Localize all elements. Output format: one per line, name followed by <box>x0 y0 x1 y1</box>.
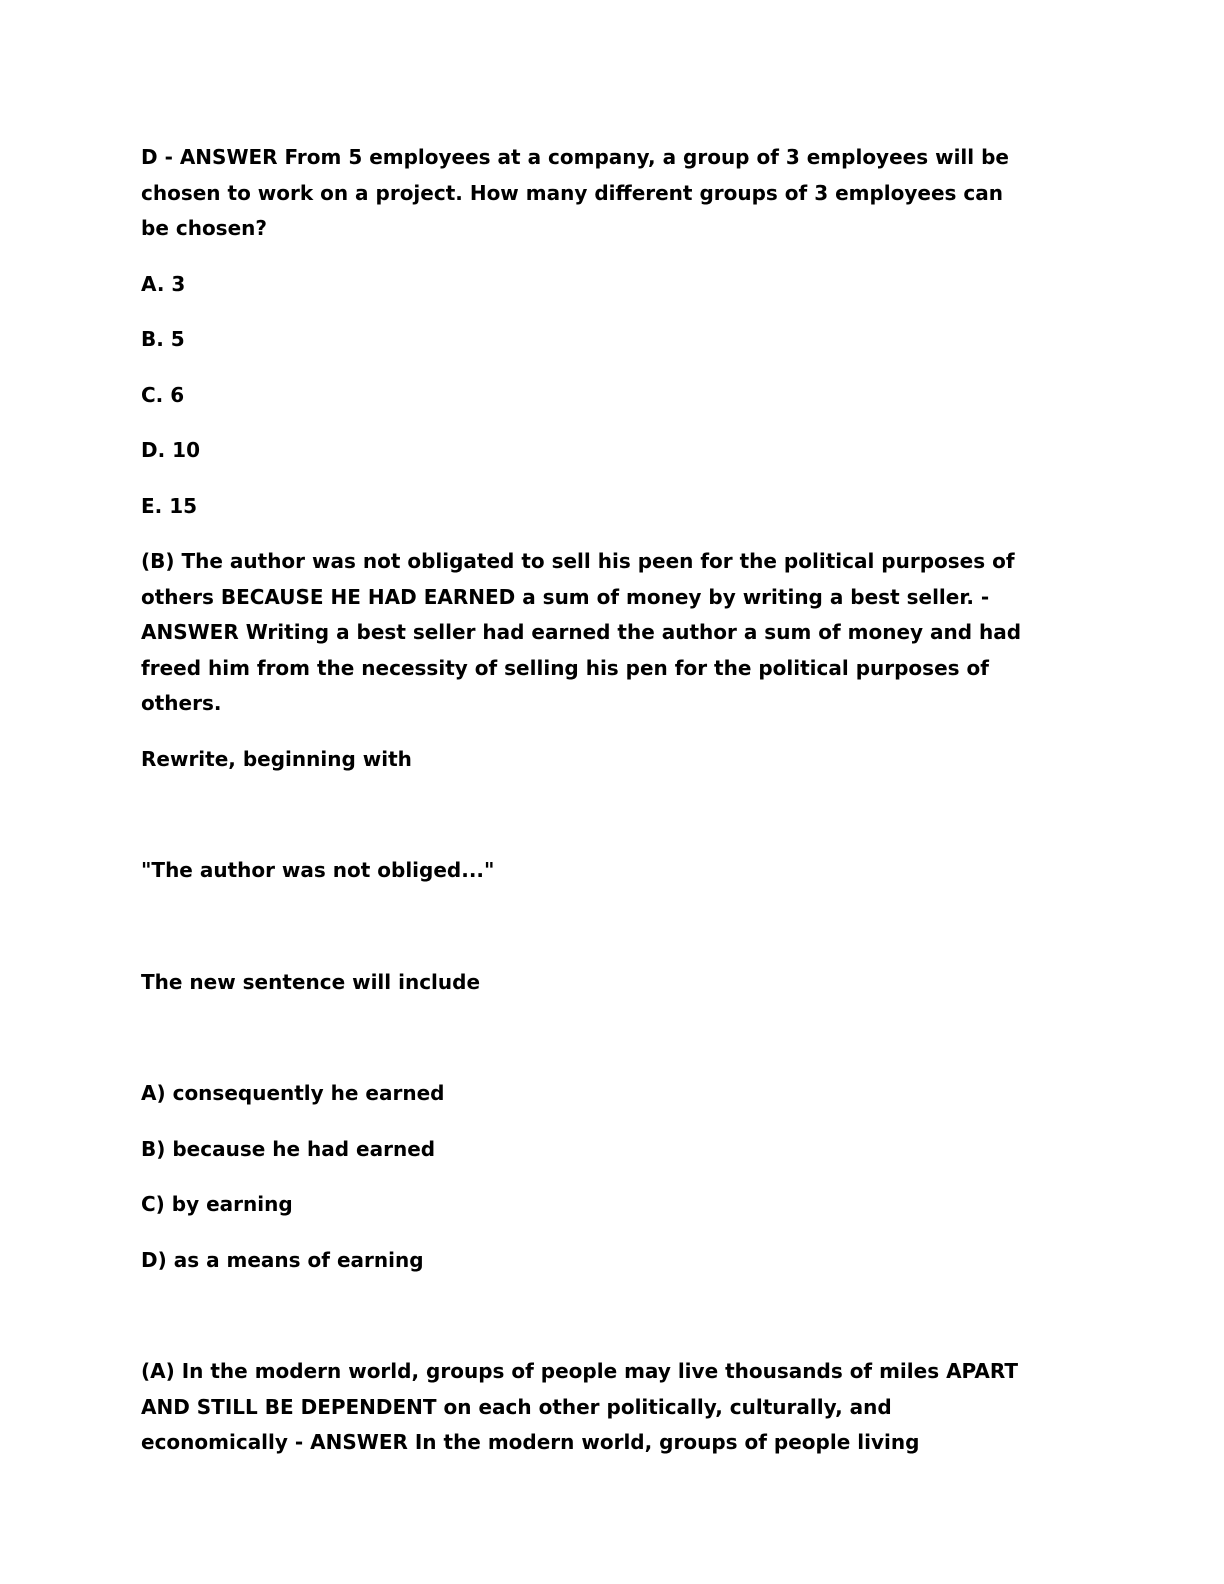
choice-d: D) as a means of earning <box>141 1247 424 1272</box>
spacer <box>141 909 1076 965</box>
text-line: AND STILL BE DEPENDENT on each other politically, culturally, and <box>141 1394 892 1419</box>
text-line: D - ANSWER From 5 employees at a company, a group of 3 employees will be <box>141 145 1009 169</box>
option-b: B. 5 <box>141 327 185 351</box>
text-line: (B) The author was not obligated to sell his peen for the political purposes of <box>141 549 1015 573</box>
start-phrase: "The author was not obliged..." <box>141 858 495 882</box>
include-instruction: The new sentence will include <box>141 969 481 994</box>
question-1-text <box>141 140 1076 247</box>
choice-a: A) consequently he earned <box>141 1081 445 1105</box>
text-line: ANSWER Writing a best seller had earned the author a sum of money and had <box>141 620 1022 644</box>
text-line: economically - ANSWER In the modern world, groups of people living <box>141 1430 920 1454</box>
option-e: E. 15 <box>141 493 198 518</box>
text-line: others BECAUSE HE HAD EARNED a sum of money by writing a best seller. - <box>141 584 990 609</box>
question-2-text <box>141 544 1076 722</box>
text-line: chosen to work on a project. How many different groups of 3 employees can <box>141 180 1004 205</box>
choice-c: C) by earning <box>141 1192 293 1216</box>
text-line: freed him from the necessity of selling his pen for the political purposes of <box>141 655 989 680</box>
option-c: C. 6 <box>141 382 185 407</box>
question-3-text <box>141 1354 1076 1461</box>
option-a: A. 3 <box>141 271 186 296</box>
text-line: others. <box>141 691 222 715</box>
choice-b: B) because he had earned <box>141 1136 436 1161</box>
spacer <box>141 797 1076 853</box>
document-content <box>141 140 1076 1481</box>
text-line: (A) In the modern world, groups of people may live thousands of miles APART <box>141 1359 1019 1383</box>
spacer <box>141 1020 1076 1076</box>
rewrite-instruction: Rewrite, beginning with <box>141 746 412 771</box>
text-line: be chosen? <box>141 216 267 240</box>
option-d: D. 10 <box>141 438 200 462</box>
spacer <box>141 1298 1076 1354</box>
